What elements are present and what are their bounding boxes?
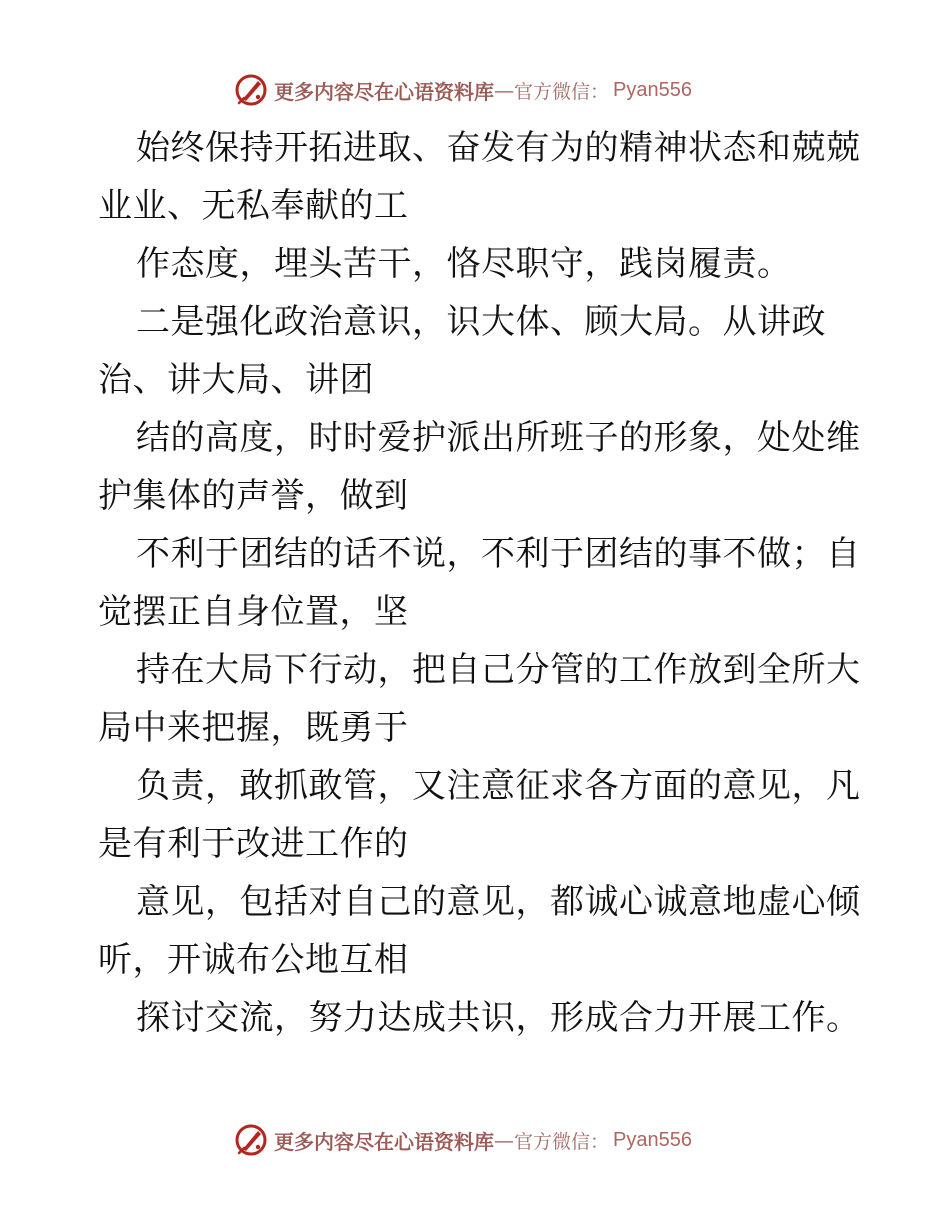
body-line: 业业、无私奉献的工 (98, 186, 409, 226)
body-line: 听，开诚布公地互相 (98, 940, 409, 980)
body-line: 意见，包括对自己的意见，都诚心诚意地虚心倾 (136, 882, 861, 922)
body-line: 觉摆正自身位置，坚 (98, 592, 409, 632)
body-line: 治、讲大局、讲团 (98, 360, 374, 400)
body-line: 始终保持开拓进取、奋发有为的精神状态和兢兢 (136, 128, 861, 168)
body-line: 护集体的声誉，做到 (98, 476, 409, 516)
body-line: 局中来把握，既勇于 (98, 708, 409, 748)
footer-slogan: 更多内容尽在心语资料库 (274, 1129, 494, 1154)
footer-wechat-id: Pyan556 (613, 1128, 692, 1151)
body-line: 结的高度，时时爱护派出所班子的形象，处处维 (136, 418, 861, 458)
body-line: 是有利于改进工作的 (98, 824, 409, 864)
body-line: 负责，敢抓敢管，又注意征求各方面的意见，凡 (136, 766, 861, 806)
body-line: 探讨交流，努力达成共识，形成合力开展工作。 (136, 998, 861, 1038)
body-line: 作态度，埋头苦干，恪尽职守，践岗履责。 (136, 244, 792, 284)
header-wechat-label: 官方微信： (514, 80, 610, 103)
body-line: 二是强化政治意识，识大体、顾大局。从讲政 (136, 302, 826, 342)
footer-banner (234, 1122, 692, 1158)
footer-wechat-label: 官方微信： (514, 1130, 610, 1153)
header-wechat-id: Pyan556 (613, 78, 692, 101)
header-separator: — (494, 78, 514, 102)
footer-separator: — (494, 1128, 514, 1152)
quill-pen-logo-icon (234, 1123, 268, 1157)
header-slogan: 更多内容尽在心语资料库 (274, 79, 494, 104)
header-banner (234, 72, 692, 108)
body-line: 不利于团结的话不说，不利于团结的事不做；自 (136, 534, 861, 574)
quill-pen-logo-icon (234, 73, 268, 107)
body-line: 持在大局下行动，把自己分管的工作放到全所大 (136, 650, 861, 690)
